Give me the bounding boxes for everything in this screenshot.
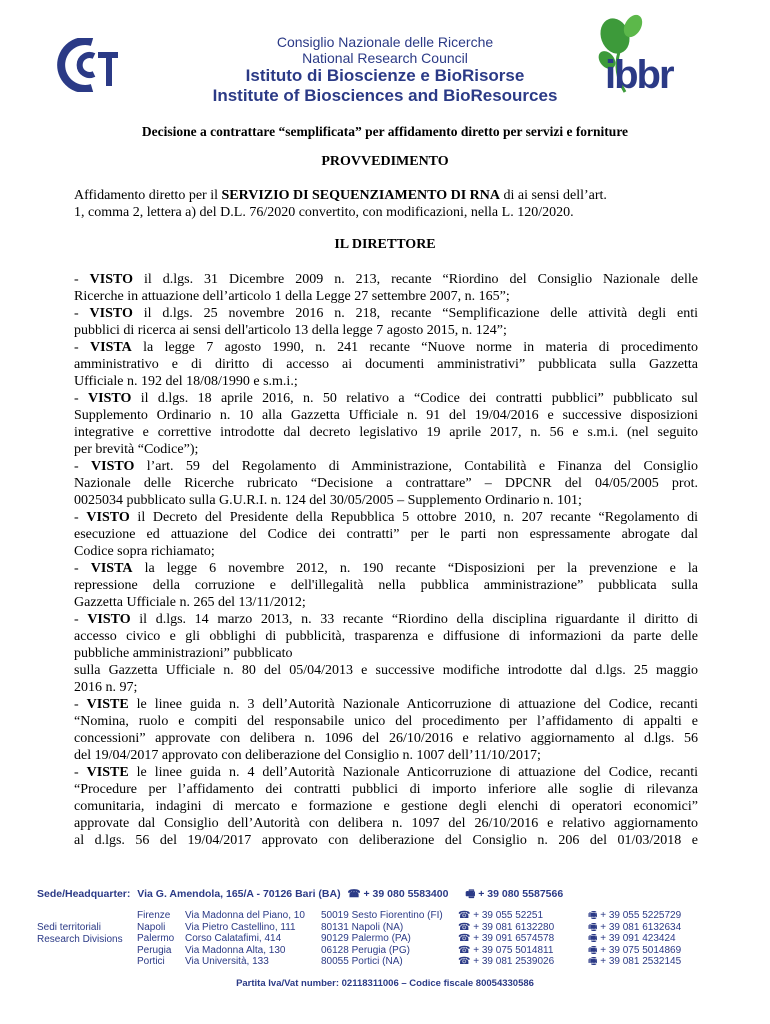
header-institute-it: Istituto di Bioscienze e BioRisorse: [245, 66, 525, 85]
keyword: VISTO: [86, 510, 130, 525]
body-line: [74, 611, 698, 628]
footer-postal-code: 80055 Portici (NA): [321, 956, 403, 968]
list-dash: -: [74, 391, 89, 406]
footer-postal-code: 80131 Napoli (NA): [321, 921, 404, 933]
body-line: [74, 628, 698, 645]
intro-text: 1, comma 2, lettera a) del D.L. 76/2020 convertito, con modificazioni, nella L. 120/2020.: [74, 205, 574, 220]
line-text: per brevità “Codice”);: [74, 442, 199, 457]
body-line: [74, 458, 698, 475]
line-text: il Decreto del Presidente della Repubblica 5 ottobre 2010, n. 207 recante “Regolamento di: [129, 510, 698, 525]
keyword: VISTO: [91, 459, 135, 474]
footer-hq-fax: 🖷 + 39 080 5587566: [465, 888, 564, 900]
line-text: Ricerche in attuazione dell’articolo 1 della Legge 27 settembre 2007, n. 165”;: [74, 289, 510, 304]
body-line: [74, 271, 698, 288]
line-text: pubbliche amministrazioni” pubblicato: [74, 646, 293, 661]
footer-postal-codes: [321, 910, 443, 968]
list-dash: -: [74, 306, 90, 321]
footer-postal-code: 50019 Sesto Fiorentino (FI): [321, 910, 443, 921]
line-text: repressione della corruzione e dell'illegalità nella pubblica amministrazione” pubblicata sulla: [74, 578, 698, 593]
line-text: al d.lgs. 56 del 19/04/2017 approvato con deliberazione del Consiglio n. 206 del 01/03/2018 e: [74, 833, 698, 848]
intro-text: Affidamento diretto per il: [74, 188, 222, 203]
body-line: [74, 509, 698, 526]
footer-headquarter: [37, 886, 563, 904]
footer-faxes: [588, 910, 681, 968]
keyword: VISTA: [90, 561, 133, 576]
heading-il-direttore: IL DIRETTORE: [334, 237, 436, 252]
footer-city: Portici: [137, 956, 165, 968]
footer-divisions-label: [37, 922, 123, 945]
header-institution-it: Consiglio Nazionale delle Ricerche: [276, 34, 494, 50]
footer-addresses: [185, 910, 305, 968]
body-line: [74, 560, 698, 577]
body-line: [74, 424, 698, 441]
line-text: sulla Gazzetta Ufficiale n. 80 del 05/04/2013 e successive modifiche introdotte dal d.lgs. 25 maggio: [74, 663, 698, 678]
body-line: [74, 713, 698, 730]
body-line: [74, 815, 698, 832]
list-dash: -: [74, 765, 87, 780]
footer-address: Via Università, 133: [185, 956, 269, 968]
ibbr-logo: [585, 12, 713, 104]
body-line: [74, 577, 698, 594]
considerations-list: [74, 271, 698, 849]
line-text: “Procedure per l’affidamento dei contratti pubblici di importo inferiore alle soglie di rilevanza: [74, 782, 698, 797]
footer-address: Corso Calatafimi, 414: [185, 933, 282, 945]
line-text: il d.lgs. 14 marzo 2013, n. 33 recante “Riordino della disciplina riguardante il diritto di: [130, 612, 698, 627]
footer-fax: 🖷 + 39 075 5014869: [588, 944, 682, 956]
intro-text: di ai sensi dell’art.: [500, 188, 607, 203]
body-line: [74, 764, 698, 781]
keyword: VISTO: [89, 272, 133, 287]
footer-postal-code: 06128 Perugia (PG): [321, 944, 410, 956]
list-dash: -: [74, 272, 90, 287]
footer-postal-code: 90129 Palermo (PA): [321, 933, 411, 945]
footer-hq-tel: ☎ + 39 080 5583400: [347, 888, 449, 900]
keyword: VISTA: [90, 340, 132, 355]
footer-phone: ☎ + 39 091 6574578: [458, 933, 555, 945]
keyword: VISTE: [86, 697, 129, 712]
heading-provvedimento: PROVVEDIMENTO: [321, 154, 449, 169]
list-dash: -: [74, 612, 88, 627]
body-line: [74, 832, 698, 849]
keyword: VISTO: [88, 391, 132, 406]
body-line: [74, 696, 698, 713]
keyword: VISTO: [87, 612, 131, 627]
line-text: concessioni” approvate con delibera n. 1096 del 26/10/2016 e relativo aggiornamento al d.lgs. 56: [74, 731, 698, 746]
keyword: VISTO: [89, 306, 133, 321]
footer-fax: 🖷 + 39 081 6132634: [588, 921, 682, 933]
line-text: comunitaria, indagini di mercato e formazione e gestione degli elenchi di operatori economici”: [74, 799, 698, 814]
line-text: integrative e correttive introdotte dal decreto legislativo 19 aprile 2017, n. 56 e s.m.i. (nel seguito: [74, 425, 698, 440]
line-text: la legge 7 agosto 1990, n. 241 recante “Nuove norme in materia di procedimento: [131, 340, 698, 355]
svg-text:ibbr: ibbr: [605, 53, 673, 97]
body-line: [74, 356, 698, 373]
list-dash: -: [74, 697, 87, 712]
footer-label: Research Divisions: [37, 933, 123, 945]
footer-city: Firenze: [137, 910, 171, 921]
line-text: del 19/04/2017 approvato con deliberazione del Consiglio n. 1007 dell’11/10/2017;: [74, 748, 541, 763]
line-text: 2016 n. 97;: [74, 680, 138, 695]
line-text: le linee guida n. 4 dell’Autorità Nazionale Anticorruzione di attuazione del Codice, recanti: [128, 765, 698, 780]
footer-city: Perugia: [137, 944, 172, 956]
footer-phone: ☎ + 39 075 5014811: [458, 944, 554, 956]
footer-address: Via Madonna del Piano, 10: [185, 910, 305, 921]
header-institute-en: Institute of Biosciences and BioResources: [212, 86, 558, 105]
body-line: [74, 305, 698, 322]
body-line: [74, 747, 698, 764]
footer-hq-label: Sede/Headquarter:: [37, 888, 131, 900]
footer-phones: [458, 910, 554, 968]
body-line: [74, 662, 698, 679]
body-line: [74, 781, 698, 798]
footer-fax: 🖷 + 39 091 423424: [588, 933, 676, 945]
body-line: [74, 288, 698, 305]
list-dash: -: [74, 510, 87, 525]
intro-paragraph: [74, 187, 698, 221]
line-text: amministrativo e di diritto di accesso ai documenti amministrativi” pubblicata sulla Gazzetta: [74, 357, 698, 372]
body-line: [74, 798, 698, 815]
keyword: VISTE: [86, 765, 129, 780]
intro-service-name: SERVIZIO DI SEQUENZIAMENTO DI RNA: [221, 188, 501, 203]
line-text: Gazzetta Ufficiale n. 265 del 13/11/2012;: [74, 595, 306, 610]
line-text: approvate dal Consiglio dell’Autorità con delibera n. 1097 del 26/10/2016 e relativo aggiornamento: [74, 816, 698, 831]
body-line: [74, 730, 698, 747]
footer-fax: 🖷 + 39 081 2532145: [588, 956, 682, 968]
line-text: il d.lgs. 31 Dicembre 2009 n. 213, recante “Riordino del Consiglio Nazionale delle: [132, 272, 698, 287]
list-dash: -: [74, 459, 92, 474]
line-text: l’art. 59 del Regolamento di Amministrazione, Contabilità e Finanza del Consiglio: [134, 459, 698, 474]
footer-city: Napoli: [137, 921, 166, 933]
footer-cities: [137, 910, 174, 968]
footer-fax: 🖷 + 39 055 5225729: [588, 910, 682, 921]
body-line: [74, 441, 698, 458]
body-line: [74, 594, 698, 611]
line-text: la legge 6 novembre 2012, n. 190 recante “Disposizioni per la prevenzione e la: [132, 561, 698, 576]
line-text: Nazionale delle Ricerche rubricato “Decisione a contrattare” – DPCNR del 04/05/2005 prot.: [74, 476, 698, 491]
footer-vat-number: Partita Iva/Vat number: 02118311006 – Codice fiscale 80054330586: [236, 978, 534, 989]
header-institution-en: National Research Council: [302, 50, 468, 66]
body-line: [74, 492, 698, 509]
line-text: il d.lgs. 25 novembre 2016 n. 218, recante “Semplificazione delle attività degli enti: [132, 306, 698, 321]
footer-address: Via Pietro Castellino, 111: [185, 921, 296, 933]
line-text: Supplemento Ordinario n. 10 alla Gazzetta Ufficiale n. 91 del 19/04/2016 e successive disposizioni: [74, 408, 698, 423]
body-line: [74, 373, 698, 390]
line-text: 0025034 pubblicato sulla G.U.R.I. n. 124 del 30/05/2005 – Supplemento Ordinario n. 101;: [74, 493, 582, 508]
body-line: [74, 679, 698, 696]
body-line: [74, 645, 698, 662]
footer-phone: ☎ + 39 081 2539026: [458, 956, 555, 968]
body-line: [74, 475, 698, 492]
document-title: Decisione a contrattare “semplificata” per affidamento diretto per servizi e forniture: [141, 124, 629, 139]
body-line: [74, 390, 698, 407]
list-dash: -: [74, 561, 91, 576]
list-dash: -: [74, 340, 91, 355]
footer-city: Palermo: [137, 933, 175, 945]
line-text: Ufficiale n. 192 del 18/08/1990 e s.m.i.;: [74, 374, 298, 389]
line-text: Codice sopra richiamato;: [74, 544, 215, 559]
body-line: [74, 322, 698, 339]
footer-phone: ☎ + 39 081 6132280: [458, 921, 555, 933]
line-text: pubblici di ricerca ai sensi dell'articolo 13 della legge 7 agosto 2015, n. 124”;: [74, 323, 507, 338]
body-line: [74, 407, 698, 424]
footer-address: Via Madonna Alta, 130: [185, 944, 286, 956]
line-text: il d.lgs. 18 aprile 2016, n. 50 relativo a “Codice dei contratti pubblici” pubblicato sul: [131, 391, 698, 406]
line-text: le linee guida n. 3 dell’Autorità Nazionale Anticorruzione di attuazione del Codice, recanti: [128, 697, 698, 712]
line-text: accesso civico e gli obblighi di pubblicità, trasparenza e diffusione di informazioni da parte delle: [74, 629, 698, 644]
line-text: “Nomina, ruolo e compiti del responsabile unico del procedimento per l’affidamento di appalti e: [74, 714, 698, 729]
footer-hq-address: Via G. Amendola, 165/A - 70126 Bari (BA): [137, 888, 341, 900]
footer-label: Sedi territoriali: [37, 922, 101, 933]
body-line: [74, 339, 698, 356]
footer-phone: ☎ + 39 055 52251: [458, 910, 544, 921]
cnr-logo: [56, 38, 122, 92]
line-text: esecuzione ed attuazione del Codice dei contratti” per le parti non espressamente abrogate dal: [74, 527, 698, 542]
body-line: [74, 543, 698, 560]
body-line: [74, 526, 698, 543]
